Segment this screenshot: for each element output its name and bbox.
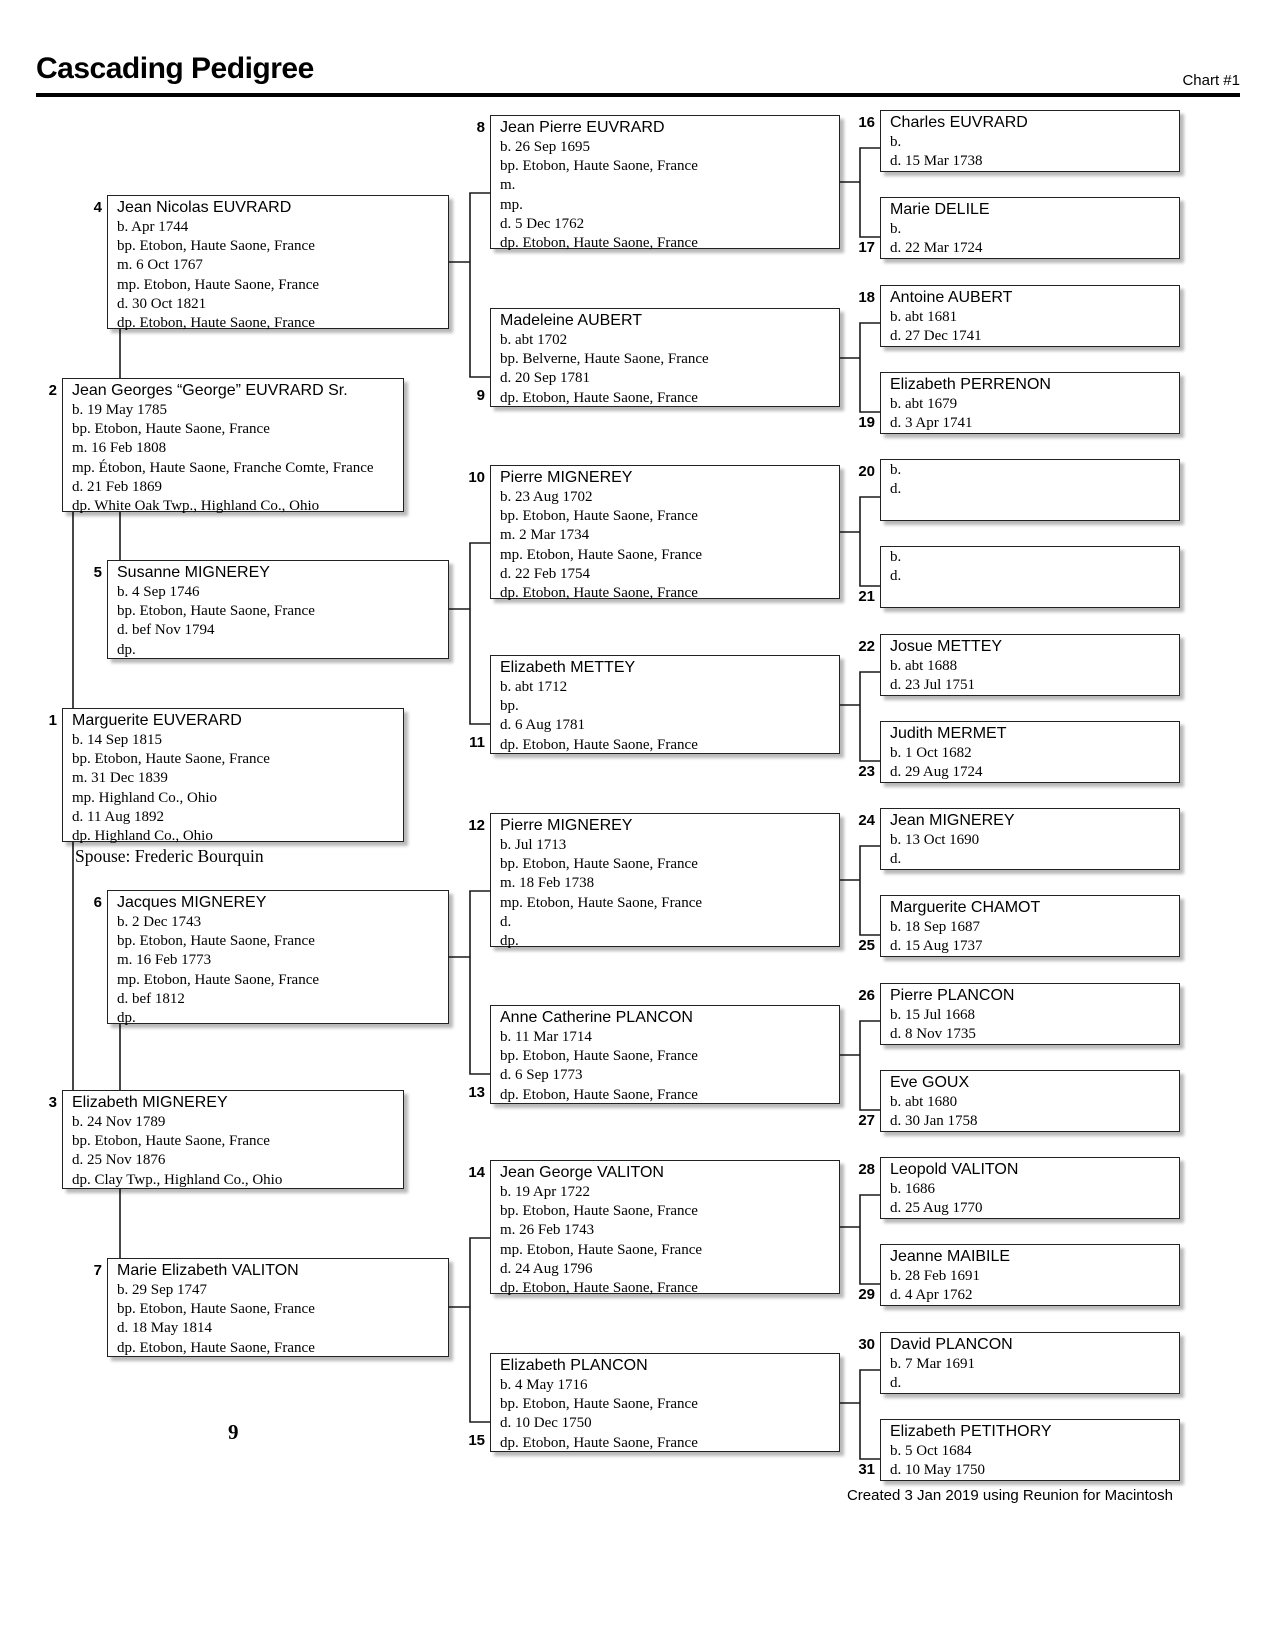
title-rule xyxy=(36,93,1240,97)
person-detail-line: mp. Etobon, Haute Saone, France xyxy=(500,1241,703,1258)
person-detail-line: b. abt 1680 xyxy=(890,1094,958,1110)
person-detail-line: m. 31 Dec 1839 xyxy=(72,770,168,787)
person-detail-line: d. xyxy=(890,1375,902,1392)
person-name: Charles EUVRARD xyxy=(890,114,1028,131)
person-box-21 xyxy=(858,546,1180,608)
person-box-27 xyxy=(858,1070,1180,1132)
person-box-12 xyxy=(468,813,840,950)
person-detail-line: d. 22 Mar 1724 xyxy=(890,240,983,257)
person-detail-line: dp. Clay Twp., Highland Co., Ohio xyxy=(72,1171,283,1188)
person-detail-line: m. 6 Oct 1767 xyxy=(117,257,203,274)
person-number: 31 xyxy=(858,1461,875,1478)
person-detail-line: b. 4 May 1716 xyxy=(500,1377,588,1393)
person-detail-line: bp. Etobon, Haute Saone, France xyxy=(500,856,698,873)
person-number: 7 xyxy=(93,1262,102,1279)
person-detail-line: d. 15 Aug 1737 xyxy=(890,938,983,955)
person-name: Pierre MIGNEREY xyxy=(500,817,633,834)
person-number: 15 xyxy=(468,1432,485,1449)
person-detail-line: d. 25 Aug 1770 xyxy=(890,1200,983,1217)
person-number: 23 xyxy=(858,763,875,780)
person-detail-line: dp. Etobon, Haute Saone, France xyxy=(117,1339,315,1356)
person-detail-line: d. 6 Aug 1781 xyxy=(500,717,586,734)
person-detail-line: bp. xyxy=(500,698,519,715)
person-detail-line: b. 15 Jul 1668 xyxy=(890,1007,976,1023)
person-detail-line: m. 18 Feb 1738 xyxy=(500,875,595,892)
spouse-note: Spouse: Frederic Bourquin xyxy=(75,846,264,866)
person-detail-line: b. Apr 1744 xyxy=(117,219,189,235)
person-number: 11 xyxy=(469,734,485,751)
person-detail-line: d. 15 Mar 1738 xyxy=(890,153,983,170)
person-name: Elizabeth PETITHORY xyxy=(890,1423,1052,1440)
person-box-29 xyxy=(858,1244,1180,1306)
person-number: 21 xyxy=(858,588,875,605)
person-number: 10 xyxy=(468,469,485,486)
person-name: Jean Georges “George” EUVRARD Sr. xyxy=(72,382,348,399)
person-detail-line: bp. Etobon, Haute Saone, France xyxy=(500,1048,698,1065)
person-box-17 xyxy=(858,197,1180,259)
person-detail-line: b. abt 1712 xyxy=(500,679,568,695)
person-box-11 xyxy=(469,655,840,754)
person-name: David PLANCON xyxy=(890,1336,1013,1353)
person-number: 6 xyxy=(93,894,102,911)
person-detail-line: b. 29 Sep 1747 xyxy=(117,1282,207,1298)
person-number: 8 xyxy=(476,119,485,136)
person-detail-line: b. 2 Dec 1743 xyxy=(117,914,202,930)
person-box-30 xyxy=(858,1332,1180,1394)
person-detail-line: d. 5 Dec 1762 xyxy=(500,215,585,232)
person-name: Elizabeth PERRENON xyxy=(890,376,1051,393)
person-detail-line: b. 18 Sep 1687 xyxy=(890,919,980,935)
person-name: Judith MERMET xyxy=(890,725,1007,742)
person-detail-line: d. 10 May 1750 xyxy=(890,1462,985,1479)
person-detail-line: bp. Etobon, Haute Saone, France xyxy=(72,1133,270,1150)
person-box-18 xyxy=(858,285,1180,347)
person-number: 29 xyxy=(858,1286,875,1303)
person-detail-line: bp. Etobon, Haute Saone, France xyxy=(72,421,270,438)
person-number: 1 xyxy=(48,712,57,729)
person-detail-line: d. 30 Jan 1758 xyxy=(890,1113,978,1130)
person-detail-line: dp. Etobon, Haute Saone, France xyxy=(500,235,698,252)
person-detail-line: dp. Etobon, Haute Saone, France xyxy=(500,389,698,406)
person-detail-line: m. 16 Feb 1808 xyxy=(72,440,167,457)
person-detail-line: b. 1686 xyxy=(890,1181,935,1197)
person-name: Jeanne MAIBILE xyxy=(890,1248,1011,1265)
person-detail-line: b. 24 Nov 1789 xyxy=(72,1114,166,1130)
person-box-3 xyxy=(48,1090,404,1189)
person-number: 30 xyxy=(858,1336,875,1353)
person-box-26 xyxy=(858,983,1180,1045)
person-detail-line: mp. Highland Co., Ohio xyxy=(72,789,217,806)
person-detail-line: bp. Etobon, Haute Saone, France xyxy=(117,1301,315,1318)
person-number: 26 xyxy=(858,987,875,1004)
person-detail-line: dp. Etobon, Haute Saone, France xyxy=(500,736,698,753)
person-number: 13 xyxy=(468,1084,485,1101)
person-detail-line: d. 6 Sep 1773 xyxy=(500,1067,583,1084)
person-detail-line: mp. Etobon, Haute Saone, France xyxy=(117,971,320,988)
person-name: Marguerite CHAMOT xyxy=(890,899,1041,916)
person-name: Jean George VALITON xyxy=(500,1164,664,1181)
person-detail-line: d. 3 Apr 1741 xyxy=(890,415,973,432)
person-number: 22 xyxy=(858,638,875,655)
person-detail-line: dp. xyxy=(117,1010,136,1027)
person-number: 20 xyxy=(858,463,875,480)
person-detail-line: d. 8 Nov 1735 xyxy=(890,1026,976,1043)
person-detail-line: bp. Etobon, Haute Saone, France xyxy=(500,1396,698,1413)
person-detail-line: d. 10 Dec 1750 xyxy=(500,1415,592,1432)
person-number: 24 xyxy=(858,812,875,829)
person-number: 19 xyxy=(858,414,875,431)
person-name: Jean Nicolas EUVRARD xyxy=(117,199,292,216)
person-box-5 xyxy=(93,560,449,659)
person-box-15 xyxy=(468,1353,840,1452)
person-detail-line: dp. Etobon, Haute Saone, France xyxy=(500,1434,698,1451)
person-box-6 xyxy=(93,890,449,1027)
person-detail-line: bp. Etobon, Haute Saone, France xyxy=(500,1203,698,1220)
person-detail-line: b. 7 Mar 1691 xyxy=(890,1356,975,1372)
person-number: 5 xyxy=(93,564,102,581)
person-detail-line: b. xyxy=(890,462,902,478)
person-detail-line: b. 4 Sep 1746 xyxy=(117,584,200,600)
person-detail-line: d. 18 May 1814 xyxy=(117,1320,212,1337)
person-detail-line: m. 2 Mar 1734 xyxy=(500,527,590,544)
person-detail-line: b. 26 Sep 1695 xyxy=(500,139,590,155)
person-detail-line: dp. Highland Co., Ohio xyxy=(72,828,213,845)
person-detail-line: b. 19 May 1785 xyxy=(72,402,167,418)
person-box-14 xyxy=(468,1160,840,1297)
person-detail-line: bp. Etobon, Haute Saone, France xyxy=(117,603,315,620)
person-detail-line: d. 4 Apr 1762 xyxy=(890,1287,973,1304)
person-detail-line: d. xyxy=(890,481,902,498)
person-name: Susanne MIGNEREY xyxy=(117,564,270,581)
person-detail-line: d. xyxy=(890,568,902,585)
person-detail-line: dp. xyxy=(117,641,136,658)
person-detail-line: b. 13 Oct 1690 xyxy=(890,832,980,848)
person-detail-line: d. 29 Aug 1724 xyxy=(890,764,983,781)
person-detail-line: d. 11 Aug 1892 xyxy=(72,808,164,825)
person-name: Madeleine AUBERT xyxy=(500,312,642,329)
person-name: Pierre PLANCON xyxy=(890,987,1015,1004)
person-detail-line: b. 28 Feb 1691 xyxy=(890,1268,980,1284)
person-detail-line: b. 23 Aug 1702 xyxy=(500,489,593,505)
person-box-28 xyxy=(858,1157,1180,1219)
person-name: Marguerite EUVERARD xyxy=(72,712,242,729)
person-detail-line: b. abt 1688 xyxy=(890,658,958,674)
person-detail-line: bp. Etobon, Haute Saone, France xyxy=(500,508,698,525)
person-name: Eve GOUX xyxy=(890,1074,970,1091)
person-detail-line: b. abt 1679 xyxy=(890,396,958,412)
person-detail-line: b. xyxy=(890,221,902,237)
person-detail-line: mp. Etobon, Haute Saone, France xyxy=(500,894,703,911)
person-detail-line: d. xyxy=(890,851,902,868)
person-detail-line: b. 11 Mar 1714 xyxy=(500,1029,592,1045)
person-name: Leopold VALITON xyxy=(890,1161,1019,1178)
person-number: 12 xyxy=(468,817,485,834)
person-number: 16 xyxy=(858,114,875,131)
person-number: 9 xyxy=(476,387,485,404)
person-detail-line: d. bef Nov 1794 xyxy=(117,622,215,639)
person-detail-line: bp. Etobon, Haute Saone, France xyxy=(72,751,270,768)
person-name: Jacques MIGNEREY xyxy=(117,894,267,911)
person-box-19 xyxy=(858,372,1180,434)
footer-credit: Created 3 Jan 2019 using Reunion for Macintosh xyxy=(846,1487,1173,1504)
person-number: 2 xyxy=(48,382,57,399)
person-name: Anne Catherine PLANCON xyxy=(500,1009,693,1026)
person-detail-line: b. abt 1702 xyxy=(500,332,568,348)
person-detail-line: bp. Belverne, Haute Saone, France xyxy=(500,351,709,368)
person-box-24 xyxy=(858,808,1180,870)
person-box-9 xyxy=(476,308,840,407)
person-detail-line: d. 22 Feb 1754 xyxy=(500,565,590,582)
person-box-23 xyxy=(858,721,1180,783)
person-detail-line: b. xyxy=(890,549,902,565)
person-detail-line: bp. Etobon, Haute Saone, France xyxy=(500,158,698,175)
person-detail-line: bp. Etobon, Haute Saone, France xyxy=(117,933,315,950)
person-detail-line: d. 27 Dec 1741 xyxy=(890,328,982,345)
person-detail-line: d. 25 Nov 1876 xyxy=(72,1152,166,1169)
person-detail-line: dp. xyxy=(500,933,519,950)
chart-number-label: Chart #1 xyxy=(1182,72,1240,89)
person-detail-line: dp. Etobon, Haute Saone, France xyxy=(117,315,315,332)
person-number: 18 xyxy=(858,289,875,306)
person-detail-line: d. 23 Jul 1751 xyxy=(890,677,976,694)
person-box-2 xyxy=(48,378,404,515)
person-number: 27 xyxy=(858,1112,875,1129)
person-name: Jean Pierre EUVRARD xyxy=(500,119,665,136)
person-box-7 xyxy=(93,1258,449,1357)
person-detail-line: b. 5 Oct 1684 xyxy=(890,1443,972,1459)
person-number: 3 xyxy=(48,1094,57,1111)
person-detail-line: d. bef 1812 xyxy=(117,990,185,1007)
person-detail-line: m. 16 Feb 1773 xyxy=(117,952,212,969)
person-detail-line: dp. Etobon, Haute Saone, France xyxy=(500,585,698,602)
person-detail-line: d. xyxy=(500,913,512,930)
person-box-22 xyxy=(858,634,1180,696)
person-detail-line: b. Jul 1713 xyxy=(500,837,567,853)
person-detail-line: dp. Etobon, Haute Saone, France xyxy=(500,1086,698,1103)
person-detail-line: mp. Etobon, Haute Saone, France xyxy=(500,546,703,563)
person-name: Marie Elizabeth VALITON xyxy=(117,1262,299,1279)
person-detail-line: b. 1 Oct 1682 xyxy=(890,745,972,761)
person-detail-line: m. xyxy=(500,177,516,194)
person-number: 14 xyxy=(468,1164,485,1181)
person-number: 25 xyxy=(858,937,875,954)
person-box-13 xyxy=(468,1005,840,1104)
person-box-1 xyxy=(48,708,404,845)
person-box-25 xyxy=(858,895,1180,957)
person-detail-line: dp. White Oak Twp., Highland Co., Ohio xyxy=(72,498,320,515)
person-detail-line: d. 20 Sep 1781 xyxy=(500,370,590,387)
person-number: 28 xyxy=(858,1161,875,1178)
person-name: Antoine AUBERT xyxy=(890,289,1013,306)
person-detail-line: m. 26 Feb 1743 xyxy=(500,1222,595,1239)
person-detail-line: b. 19 Apr 1722 xyxy=(500,1184,590,1200)
person-detail-line: d. 30 Oct 1821 xyxy=(117,295,207,312)
person-detail-line: b. 14 Sep 1815 xyxy=(72,732,162,748)
person-name: Elizabeth MIGNEREY xyxy=(72,1094,228,1111)
page-number: 9 xyxy=(228,1420,239,1444)
person-box-20 xyxy=(858,459,1180,521)
person-box-16 xyxy=(858,110,1180,172)
person-box-31 xyxy=(858,1419,1180,1481)
person-detail-line: b. xyxy=(890,134,902,150)
person-detail-line: dp. Etobon, Haute Saone, France xyxy=(500,1280,698,1297)
person-box-10 xyxy=(468,465,840,602)
person-detail-line: mp. Étobon, Haute Saone, Franche Comte, France xyxy=(72,459,374,476)
person-detail-line: mp. Etobon, Haute Saone, France xyxy=(117,276,320,293)
person-detail-line: bp. Etobon, Haute Saone, France xyxy=(117,238,315,255)
person-name: Elizabeth PLANCON xyxy=(500,1357,648,1374)
person-name: Josue METTEY xyxy=(890,638,1003,655)
person-name: Jean MIGNEREY xyxy=(890,812,1015,829)
person-box-4 xyxy=(93,195,449,332)
person-number: 4 xyxy=(93,199,102,216)
person-detail-line: d. 21 Feb 1869 xyxy=(72,478,162,495)
person-number: 17 xyxy=(858,239,875,256)
person-detail-line: b. abt 1681 xyxy=(890,309,958,325)
person-name: Pierre MIGNEREY xyxy=(500,469,633,486)
person-box-8 xyxy=(476,115,840,252)
person-name: Marie DELILE xyxy=(890,201,990,218)
page-title: Cascading Pedigree xyxy=(36,52,314,85)
person-detail-line: d. 24 Aug 1796 xyxy=(500,1260,593,1277)
person-name: Elizabeth METTEY xyxy=(500,659,636,676)
person-detail-line: mp. xyxy=(500,196,523,213)
